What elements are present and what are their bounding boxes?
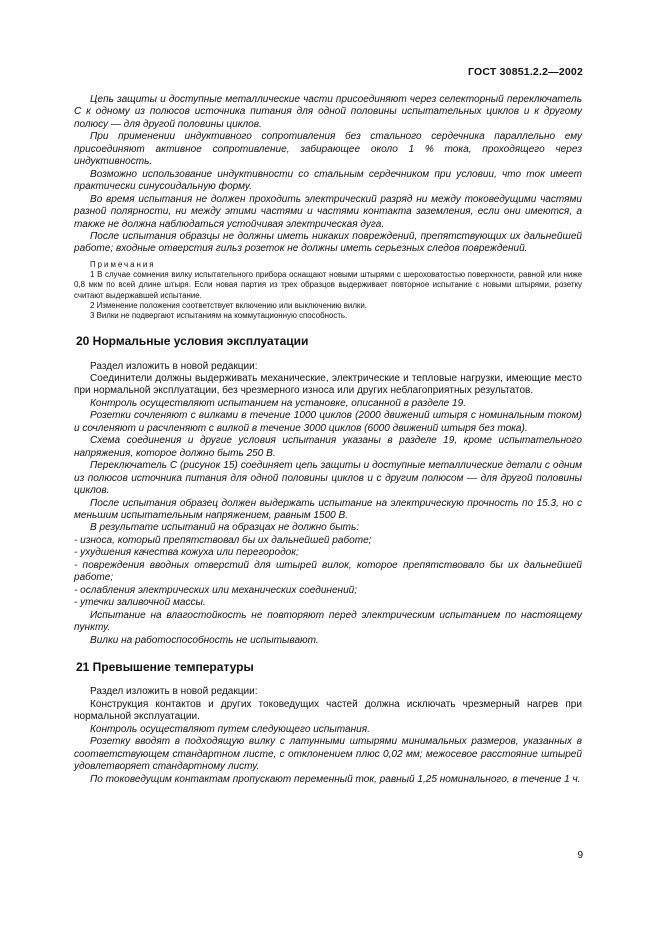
paragraph: Цепь защиты и доступные металлические части присоединяют через селекторный переключатель С к одному из полюсов источника питания для одной половины испытательных циклов и к другому полюсу — для другой половины циклов. [74, 94, 582, 130]
paragraph: Розетку вводят в подходящую вилку с латунными штырями минимальных размеров, указанных в соответствующем стандартном листе, с отклонением плюс 0,02 мм; межосевое расстояние штырей удовлетворяет стандартному листу. [74, 736, 582, 773]
paragraph: В результате испытаний на образцах не должно быть: [90, 522, 360, 534]
list-item: - ослабления электрических или механических соединений; [74, 584, 358, 596]
paragraph: Конструкция контактов и других токоведущих частей должна исключать чрезмерный нагрев при нормальной эксплуатации. [74, 698, 582, 723]
note-item: 1 В случае сомнения вилку испытательного прибора оснащают новыми штырями с шероховатостью поверхности, равной или ниже 0,8 мкм по всей длине штыря. Если новая партия из трех образцов выдерживает повторное испытание с новыми штырями, розетку считают выдержавшей испытание. [74, 270, 582, 300]
paragraph: Контроль осуществляют путем следующего испытания. [90, 723, 370, 735]
page-content [74, 94, 582, 786]
section-21-heading: 21 Превышение температуры [76, 659, 254, 674]
list-item: - ухудшения качества кожуха или перегородок; [74, 547, 299, 559]
paragraph: Раздел изложить в новой редакции: [90, 360, 258, 372]
section-20-heading: 20 Нормальные условия эксплуатации [76, 334, 309, 349]
paragraph: Раздел изложить в новой редакции: [90, 686, 258, 698]
paragraph: Переключатель С (рисунок 15) соединяет цепь защиты и доступные металлические детали с одним из полюсов источника питания для одной половины циклов и с другим полюсом — для другой половины циклов. [74, 460, 582, 497]
page-number: 9 [577, 850, 583, 861]
paragraph: Вилки на работоспособность не испытывают. [90, 634, 319, 646]
paragraph: После испытания образец должен выдержать испытание на электрическую прочность по 15.3, но с меньшим испытательным напряжением, равным 1500 В. [74, 497, 582, 521]
paragraph: Возможно использование индуктивности со стальным сердечником при условии, что ток имеет практически синусоидальную форму. [74, 168, 582, 193]
paragraph: Испытание на влагостойкость не повторяют перед электрическим испытанием по настоящему пункту. [74, 609, 582, 634]
list-item: - повреждения вводных отверстий для штырей вилок, которое препятствовало бы их дальнейшей работе; [74, 559, 582, 584]
paragraph: Контроль осуществляют испытанием на установке, описанной в разделе 19. [90, 397, 467, 409]
note-item: 3 Вилки не подвергают испытаниям на коммутационную способность. [90, 310, 348, 320]
paragraph: Во время испытания не должен проходить электрический разряд ни между токоведущими частями разной полярности, ни между этими частями и частями контакта заземления, если они имеются, а также не должна наблюдаться устойчивая электрическая дуга. [74, 193, 582, 230]
paragraph: Соединители должны выдерживать механические, электрические и тепловые нагрузки, имеющие место при нормальной эксплуатации, без чрезмерного износа или других неблагоприятных результатов. [74, 373, 582, 397]
notes-block [74, 260, 582, 321]
paragraph: Розетки сочленяют с вилками в течение 1000 циклов (2000 движений штыря с номинальным током) и сочленяют и расчленяют с вилкой в течение 3000 циклов (6000 движений штыря без тока). [74, 410, 582, 434]
paragraph: После испытания образцы не должны иметь никаких повреждений, препятствующих их дальнейшей работе; входные отверстия гильз розеток не должны иметь серьезных следов повреждений. [74, 230, 582, 255]
paragraph: По токоведущим контактам пропускают переменный ток, равный 1,25 номинального, в течение 1 ч. [90, 773, 581, 785]
document-header: ГОСТ 30851.2.2—2002 [467, 66, 583, 78]
paragraph: При применении индуктивного сопротивления без стального сердечника параллельно ему присоединяют активное сопротивление, забирающее около 1 % тока, проходящего через индуктивность. [74, 131, 582, 168]
paragraph: Схема соединения и другие условия испытания указаны в разделе 19, кроме испытательного напряжения, которое должно быть 250 В. [74, 435, 582, 459]
note-item: 2 Изменение положения соответствует включению или выключению вилки. [90, 300, 367, 310]
list-item: - утечки заливочной массы. [74, 597, 206, 609]
notes-title: Примечания [90, 259, 156, 269]
list-item: - износа, который препятствовал бы их дальнейшей работе; [74, 534, 372, 546]
